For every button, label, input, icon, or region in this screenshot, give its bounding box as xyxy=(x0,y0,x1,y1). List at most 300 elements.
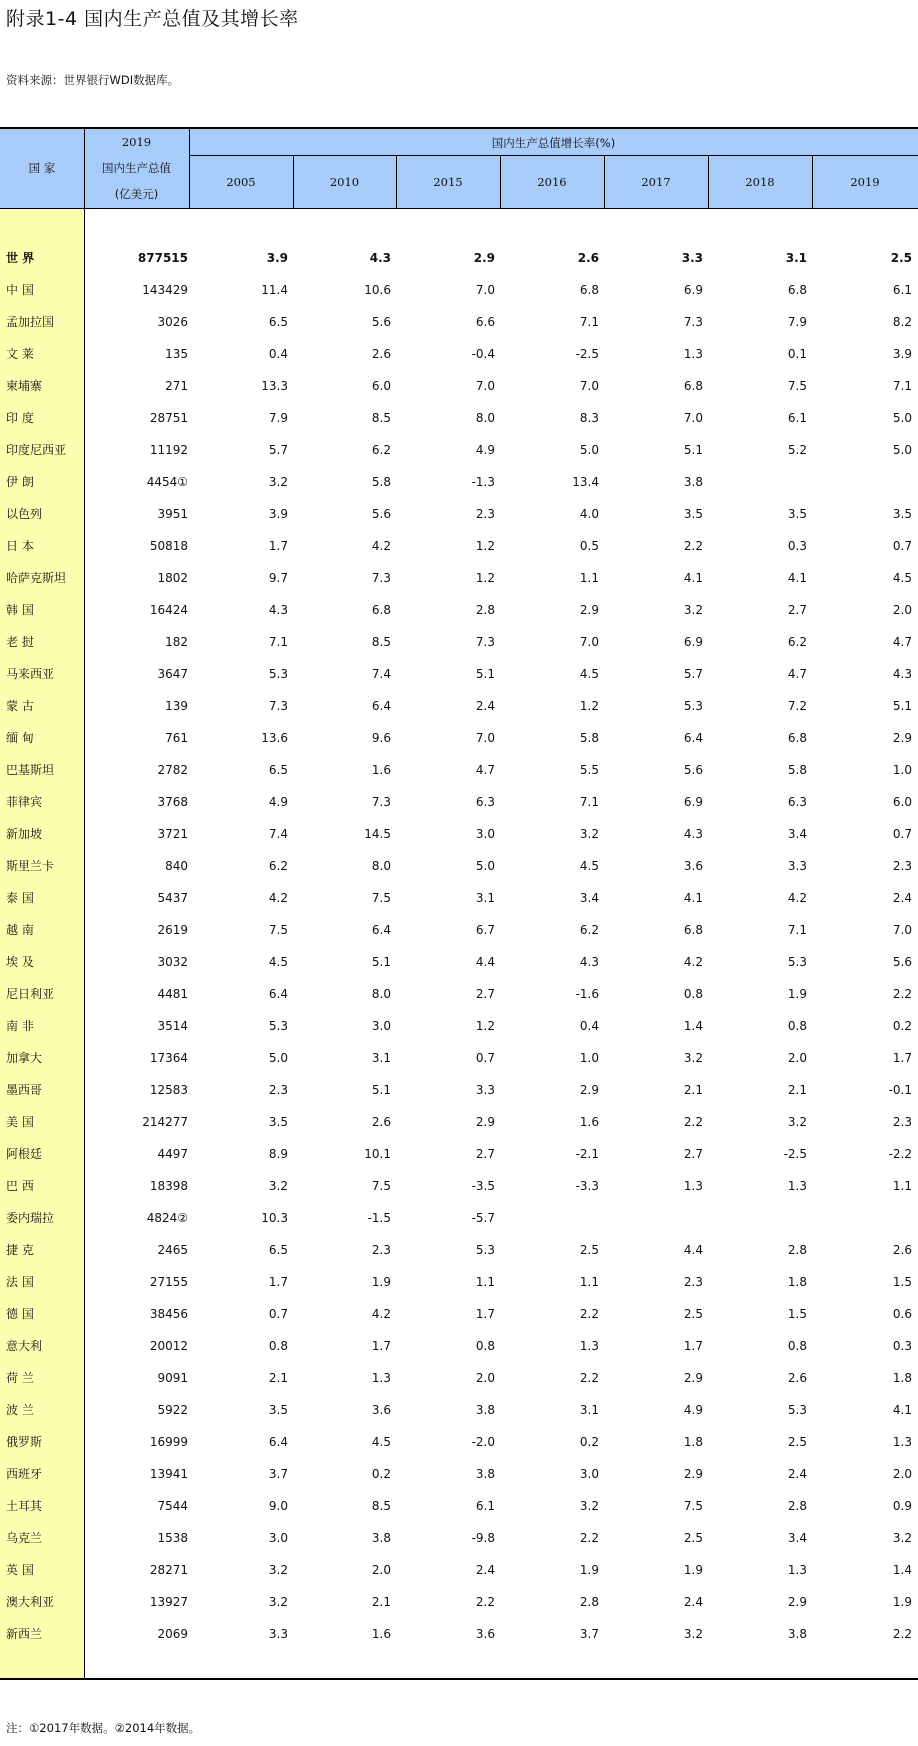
growth-cell: 6.8 xyxy=(683,923,703,937)
growth-cell: 6.8 xyxy=(683,379,703,393)
growth-cell: 4.3 xyxy=(369,251,391,265)
table-row xyxy=(0,1138,918,1170)
growth-cell: 1.7 xyxy=(268,539,288,553)
growth-cell: 13.6 xyxy=(261,731,288,745)
country-cell: 世 界 xyxy=(6,251,35,265)
growth-cell: 7.4 xyxy=(371,667,391,681)
growth-cell: 4.9 xyxy=(268,795,288,809)
growth-cell: 6.3 xyxy=(475,795,495,809)
gdp-cell: 27155 xyxy=(149,1275,188,1289)
country-cell: 南 非 xyxy=(6,1019,34,1033)
growth-cell: 7.9 xyxy=(268,411,288,425)
growth-cell: 3.2 xyxy=(268,1563,288,1577)
table-row xyxy=(0,1234,918,1266)
growth-cell: 10.6 xyxy=(364,283,391,297)
growth-cell: 5.0 xyxy=(268,1051,288,1065)
growth-cell: 6.4 xyxy=(683,731,703,745)
growth-cell: 8.0 xyxy=(371,859,391,873)
growth-cell: 3.2 xyxy=(579,1499,599,1513)
growth-cell: 6.2 xyxy=(787,635,807,649)
growth-cell: -1.3 xyxy=(471,475,495,489)
growth-cell: 9.6 xyxy=(371,731,391,745)
country-cell: 墨西哥 xyxy=(6,1083,43,1097)
gdp-cell: 4497 xyxy=(157,1147,188,1161)
table-row xyxy=(0,978,918,1010)
growth-cell: 9.0 xyxy=(268,1499,288,1513)
growth-cell: 2.5 xyxy=(683,1531,703,1545)
table-row xyxy=(0,594,918,626)
growth-cell: 1.3 xyxy=(579,1339,599,1353)
growth-cell: 4.2 xyxy=(268,891,288,905)
growth-cell: 3.6 xyxy=(683,859,703,873)
growth-cell: 5.1 xyxy=(892,699,912,713)
growth-cell: 5.6 xyxy=(683,763,703,777)
growth-cell: 2.3 xyxy=(683,1275,703,1289)
table-row xyxy=(0,1042,918,1074)
growth-cell: 2.8 xyxy=(787,1499,807,1513)
header-year: 2015 xyxy=(433,175,463,189)
growth-cell: 5.3 xyxy=(787,1403,807,1417)
growth-cell: 5.5 xyxy=(579,763,599,777)
growth-cell: 7.3 xyxy=(268,699,288,713)
growth-cell: 7.0 xyxy=(475,731,495,745)
growth-cell: 6.5 xyxy=(268,1243,288,1257)
growth-cell: 0.8 xyxy=(787,1019,807,1033)
growth-cell: 2.3 xyxy=(371,1243,391,1257)
growth-cell: -1.5 xyxy=(367,1211,391,1225)
growth-cell: -2.5 xyxy=(783,1147,807,1161)
growth-cell: 6.7 xyxy=(475,923,495,937)
growth-cell: 2.5 xyxy=(683,1307,703,1321)
growth-cell: 7.9 xyxy=(787,315,807,329)
table-row xyxy=(0,786,918,818)
growth-cell: 0.3 xyxy=(892,1339,912,1353)
growth-cell: 1.6 xyxy=(371,763,391,777)
growth-cell: 6.8 xyxy=(579,283,599,297)
growth-cell: 3.2 xyxy=(579,827,599,841)
growth-cell: 2.2 xyxy=(475,1595,495,1609)
table-row xyxy=(0,274,918,306)
growth-cell: 3.9 xyxy=(892,347,912,361)
growth-cell: 1.8 xyxy=(787,1275,807,1289)
growth-cell: 0.2 xyxy=(371,1467,391,1481)
growth-cell: 5.6 xyxy=(371,315,391,329)
growth-cell: 2.4 xyxy=(892,891,912,905)
growth-cell: 7.5 xyxy=(268,923,288,937)
growth-cell: 3.5 xyxy=(268,1403,288,1417)
growth-cell: 2.7 xyxy=(787,603,807,617)
growth-cell: -9.8 xyxy=(471,1531,495,1545)
growth-cell: 3.2 xyxy=(268,1595,288,1609)
growth-cell: 3.1 xyxy=(785,251,807,265)
header-growth-label: 国内生产总值增长率(%) xyxy=(491,136,616,150)
country-cell: 印 度 xyxy=(6,411,34,425)
growth-cell: 8.5 xyxy=(371,411,391,425)
gdp-cell: 182 xyxy=(165,635,188,649)
growth-cell: 1.3 xyxy=(892,1435,912,1449)
growth-cell: 0.8 xyxy=(475,1339,495,1353)
growth-cell: 1.5 xyxy=(892,1275,912,1289)
footnote: 注：①2017年数据。②2014年数据。 xyxy=(6,1721,201,1735)
growth-cell: 3.1 xyxy=(579,1403,599,1417)
country-cell: 新西兰 xyxy=(6,1627,43,1641)
table-row xyxy=(0,1298,918,1330)
growth-cell: 1.5 xyxy=(787,1307,807,1321)
growth-cell: 8.0 xyxy=(371,987,391,1001)
growth-cell: 0.1 xyxy=(787,347,807,361)
country-cell: 新加坡 xyxy=(6,827,43,841)
table-row xyxy=(0,1106,918,1138)
source-note: 资料来源：世界银行WDI数据库。 xyxy=(6,73,180,87)
growth-cell: 3.9 xyxy=(266,251,288,265)
growth-cell: 6.4 xyxy=(268,1435,288,1449)
growth-cell: 0.9 xyxy=(892,1499,912,1513)
country-cell: 日 本 xyxy=(6,539,34,553)
growth-cell: 6.2 xyxy=(579,923,599,937)
growth-cell: 2.2 xyxy=(579,1307,599,1321)
growth-cell: 1.3 xyxy=(787,1563,807,1577)
table-row xyxy=(0,1426,918,1458)
growth-cell: 7.1 xyxy=(579,795,599,809)
gdp-cell: 3026 xyxy=(157,315,188,329)
gdp-cell: 214277 xyxy=(142,1115,188,1129)
growth-cell: 0.4 xyxy=(579,1019,599,1033)
country-cell: 法 国 xyxy=(6,1275,34,1289)
table-row xyxy=(0,882,918,914)
growth-cell: 3.2 xyxy=(892,1531,912,1545)
growth-cell: 7.3 xyxy=(475,635,495,649)
growth-cell: 7.3 xyxy=(371,795,391,809)
growth-cell: 1.1 xyxy=(579,1275,599,1289)
table-row xyxy=(0,1522,918,1554)
growth-cell: 13.3 xyxy=(261,379,288,393)
gdp-cell: 761 xyxy=(165,731,188,745)
growth-cell: 2.2 xyxy=(892,1627,912,1641)
growth-cell: 2.1 xyxy=(371,1595,391,1609)
growth-cell: 2.7 xyxy=(475,987,495,1001)
country-cell: 德 国 xyxy=(6,1307,34,1321)
growth-cell: 2.6 xyxy=(787,1371,807,1385)
growth-cell: 10.3 xyxy=(261,1211,288,1225)
growth-cell: 6.9 xyxy=(683,795,703,809)
growth-cell: 3.9 xyxy=(268,507,288,521)
growth-cell: 6.1 xyxy=(892,283,912,297)
growth-cell: 6.1 xyxy=(475,1499,495,1513)
growth-cell: 4.2 xyxy=(787,891,807,905)
table-row xyxy=(0,530,918,562)
growth-cell: 6.2 xyxy=(371,443,391,457)
growth-cell: 3.3 xyxy=(787,859,807,873)
table-row xyxy=(0,658,918,690)
gdp-cell: 143429 xyxy=(142,283,188,297)
growth-cell: 11.4 xyxy=(261,283,288,297)
growth-cell: 0.7 xyxy=(475,1051,495,1065)
growth-cell: 2.7 xyxy=(683,1147,703,1161)
country-cell: 委内瑞拉 xyxy=(6,1211,55,1225)
growth-cell: 4.4 xyxy=(475,955,495,969)
growth-cell: 3.6 xyxy=(475,1627,495,1641)
table-row xyxy=(0,1618,918,1650)
country-cell: 西班牙 xyxy=(6,1467,43,1481)
country-cell: 韩 国 xyxy=(6,603,34,617)
growth-cell: 3.1 xyxy=(475,891,495,905)
country-cell: 缅 甸 xyxy=(6,731,34,745)
gdp-cell: 135 xyxy=(165,347,188,361)
growth-cell: 7.0 xyxy=(475,379,495,393)
growth-cell: -2.2 xyxy=(888,1147,912,1161)
growth-cell: 3.2 xyxy=(683,603,703,617)
country-cell: 巴 西 xyxy=(6,1179,34,1193)
country-cell: 捷 克 xyxy=(6,1243,34,1257)
growth-cell: 2.8 xyxy=(475,603,495,617)
growth-cell: 1.1 xyxy=(579,571,599,585)
divider-header-bottom xyxy=(0,208,918,209)
country-cell: 老 挝 xyxy=(6,635,34,649)
gdp-cell: 4454① xyxy=(146,475,188,489)
table-row xyxy=(0,402,918,434)
growth-cell: 3.8 xyxy=(475,1403,495,1417)
gdp-cell: 18398 xyxy=(149,1179,188,1193)
growth-cell: 4.1 xyxy=(683,891,703,905)
growth-cell: 5.1 xyxy=(371,1083,391,1097)
growth-cell: 6.9 xyxy=(683,635,703,649)
growth-cell: 3.4 xyxy=(579,891,599,905)
growth-cell: 4.5 xyxy=(579,667,599,681)
country-cell: 蒙 古 xyxy=(6,699,34,713)
growth-cell: 7.3 xyxy=(683,315,703,329)
growth-cell: 2.5 xyxy=(787,1435,807,1449)
growth-cell: 2.2 xyxy=(579,1531,599,1545)
table-row xyxy=(0,754,918,786)
country-cell: 越 南 xyxy=(6,923,34,937)
growth-cell: 5.3 xyxy=(787,955,807,969)
growth-cell: 1.3 xyxy=(683,347,703,361)
country-cell: 土耳其 xyxy=(6,1499,43,1513)
growth-cell: 6.8 xyxy=(787,283,807,297)
growth-cell: 2.2 xyxy=(683,539,703,553)
growth-cell: 0.8 xyxy=(683,987,703,1001)
gdp-cell: 28751 xyxy=(149,411,188,425)
gdp-cell: 3768 xyxy=(157,795,188,809)
growth-cell: 6.4 xyxy=(371,923,391,937)
growth-cell: 0.7 xyxy=(268,1307,288,1321)
growth-cell: 4.3 xyxy=(579,955,599,969)
table-row xyxy=(0,690,918,722)
growth-cell: 6.9 xyxy=(683,283,703,297)
growth-cell: 2.4 xyxy=(475,699,495,713)
growth-cell: 7.1 xyxy=(892,379,912,393)
gdp-cell: 12583 xyxy=(149,1083,188,1097)
growth-cell: 5.1 xyxy=(683,443,703,457)
table-row xyxy=(0,1554,918,1586)
growth-cell: 2.6 xyxy=(371,1115,391,1129)
country-cell: 意大利 xyxy=(6,1339,43,1353)
growth-cell: 2.9 xyxy=(579,1083,599,1097)
growth-cell: 1.9 xyxy=(892,1595,912,1609)
country-cell: 哈萨克斯坦 xyxy=(6,571,67,585)
table-row xyxy=(0,306,918,338)
growth-cell: 3.5 xyxy=(892,507,912,521)
growth-cell: 5.0 xyxy=(579,443,599,457)
growth-cell: 2.9 xyxy=(683,1371,703,1385)
growth-cell: -0.1 xyxy=(888,1083,912,1097)
growth-cell: 0.7 xyxy=(892,539,912,553)
growth-cell: 1.9 xyxy=(579,1563,599,1577)
country-cell: 荷 兰 xyxy=(6,1371,34,1385)
growth-cell: 2.4 xyxy=(475,1563,495,1577)
growth-cell: 2.9 xyxy=(892,731,912,745)
growth-cell: 4.0 xyxy=(579,507,599,521)
growth-cell: 5.8 xyxy=(787,763,807,777)
growth-cell: 4.7 xyxy=(892,635,912,649)
growth-cell: 5.3 xyxy=(475,1243,495,1257)
growth-cell: 3.5 xyxy=(683,507,703,521)
gdp-cell: 3647 xyxy=(157,667,188,681)
growth-cell: 7.1 xyxy=(579,315,599,329)
growth-cell: 1.2 xyxy=(475,539,495,553)
growth-cell: 7.3 xyxy=(371,571,391,585)
growth-cell: 3.8 xyxy=(475,1467,495,1481)
gdp-cell: 13927 xyxy=(149,1595,188,1609)
gdp-cell: 20012 xyxy=(149,1339,188,1353)
growth-cell: 0.3 xyxy=(787,539,807,553)
table-row xyxy=(0,466,918,498)
header-gdp-year: 2019 xyxy=(121,135,152,149)
growth-cell: 3.4 xyxy=(787,827,807,841)
gdp-cell: 13941 xyxy=(149,1467,188,1481)
gdp-cell: 3721 xyxy=(157,827,188,841)
table-row xyxy=(0,1170,918,1202)
growth-cell: 4.5 xyxy=(579,859,599,873)
growth-cell: 0.6 xyxy=(892,1307,912,1321)
growth-cell: 2.9 xyxy=(787,1595,807,1609)
growth-cell: 2.0 xyxy=(892,1467,912,1481)
growth-cell: 3.3 xyxy=(475,1083,495,1097)
growth-cell: 4.9 xyxy=(475,443,495,457)
growth-cell: 3.0 xyxy=(371,1019,391,1033)
growth-cell: 4.3 xyxy=(683,827,703,841)
country-cell: 伊 朗 xyxy=(6,475,34,489)
growth-cell: 6.2 xyxy=(268,859,288,873)
growth-cell: 3.5 xyxy=(268,1115,288,1129)
growth-cell: 2.6 xyxy=(577,251,599,265)
growth-cell: 1.6 xyxy=(371,1627,391,1641)
growth-cell: 7.0 xyxy=(683,411,703,425)
growth-cell: -0.4 xyxy=(471,347,495,361)
growth-cell: 1.7 xyxy=(371,1339,391,1353)
growth-cell: 8.5 xyxy=(371,635,391,649)
gdp-cell: 5922 xyxy=(157,1403,188,1417)
growth-cell: 10.1 xyxy=(364,1147,391,1161)
growth-cell: 4.2 xyxy=(683,955,703,969)
growth-cell: 1.1 xyxy=(892,1179,912,1193)
gdp-table xyxy=(0,127,918,1680)
growth-cell: 2.2 xyxy=(683,1115,703,1129)
growth-cell: 2.9 xyxy=(475,1115,495,1129)
table-body xyxy=(0,242,918,1650)
table-row xyxy=(0,946,918,978)
growth-cell: 2.3 xyxy=(268,1083,288,1097)
table-row xyxy=(0,1074,918,1106)
growth-cell: 4.4 xyxy=(683,1243,703,1257)
growth-cell: -2.0 xyxy=(471,1435,495,1449)
table-row xyxy=(0,1266,918,1298)
table-row xyxy=(0,1362,918,1394)
growth-cell: 3.0 xyxy=(475,827,495,841)
growth-cell: 5.7 xyxy=(683,667,703,681)
table-row xyxy=(0,562,918,594)
growth-cell: 5.7 xyxy=(268,443,288,457)
growth-cell: 3.8 xyxy=(787,1627,807,1641)
growth-cell: 7.0 xyxy=(892,923,912,937)
growth-cell: 1.9 xyxy=(787,987,807,1001)
divider-growth-header xyxy=(189,155,918,156)
growth-cell: 7.5 xyxy=(371,891,391,905)
table-row xyxy=(0,1586,918,1618)
growth-cell: 3.8 xyxy=(371,1531,391,1545)
growth-cell: -5.7 xyxy=(471,1211,495,1225)
country-cell: 乌克兰 xyxy=(6,1531,43,1545)
growth-cell: 7.2 xyxy=(787,699,807,713)
growth-cell: 8.2 xyxy=(892,315,912,329)
header-year: 2017 xyxy=(641,175,671,189)
growth-cell: 0.2 xyxy=(579,1435,599,1449)
table-row xyxy=(0,626,918,658)
table-row xyxy=(0,850,918,882)
gdp-cell: 4824② xyxy=(146,1211,188,1225)
growth-cell: 1.8 xyxy=(892,1371,912,1385)
growth-cell: 0.7 xyxy=(892,827,912,841)
growth-cell: 7.5 xyxy=(683,1499,703,1513)
page-title: 附录1-4 国内生产总值及其增长率 xyxy=(6,8,299,30)
growth-cell: 4.5 xyxy=(268,955,288,969)
country-cell: 文 莱 xyxy=(6,347,34,361)
growth-cell: 2.8 xyxy=(579,1595,599,1609)
gdp-cell: 50818 xyxy=(149,539,188,553)
country-cell: 印度尼西亚 xyxy=(6,443,67,457)
growth-cell: 1.7 xyxy=(475,1307,495,1321)
growth-cell: 0.4 xyxy=(268,347,288,361)
growth-cell: 1.3 xyxy=(683,1179,703,1193)
gdp-cell: 3951 xyxy=(157,507,188,521)
gdp-cell: 1802 xyxy=(157,571,188,585)
growth-cell: 1.2 xyxy=(579,699,599,713)
gdp-cell: 2782 xyxy=(157,763,188,777)
growth-cell: 0.8 xyxy=(268,1339,288,1353)
growth-cell: 6.6 xyxy=(475,315,495,329)
growth-cell: 6.8 xyxy=(787,731,807,745)
growth-cell: 1.3 xyxy=(787,1179,807,1193)
growth-cell: 5.6 xyxy=(371,507,391,521)
header-year: 2016 xyxy=(537,175,567,189)
growth-cell: 2.3 xyxy=(475,507,495,521)
growth-cell: 2.0 xyxy=(371,1563,391,1577)
growth-cell: 2.8 xyxy=(787,1243,807,1257)
growth-cell: 1.7 xyxy=(683,1339,703,1353)
table-row xyxy=(0,722,918,754)
growth-cell: 5.0 xyxy=(475,859,495,873)
growth-cell: 2.0 xyxy=(787,1051,807,1065)
growth-cell: 6.1 xyxy=(787,411,807,425)
country-cell: 加拿大 xyxy=(6,1051,43,1065)
table-row xyxy=(0,338,918,370)
country-cell: 孟加拉国 xyxy=(6,315,55,329)
country-cell: 阿根廷 xyxy=(6,1147,43,1161)
gdp-cell: 271 xyxy=(165,379,188,393)
growth-cell: 4.5 xyxy=(892,571,912,585)
growth-cell: 3.2 xyxy=(683,1051,703,1065)
growth-cell: 3.2 xyxy=(268,475,288,489)
